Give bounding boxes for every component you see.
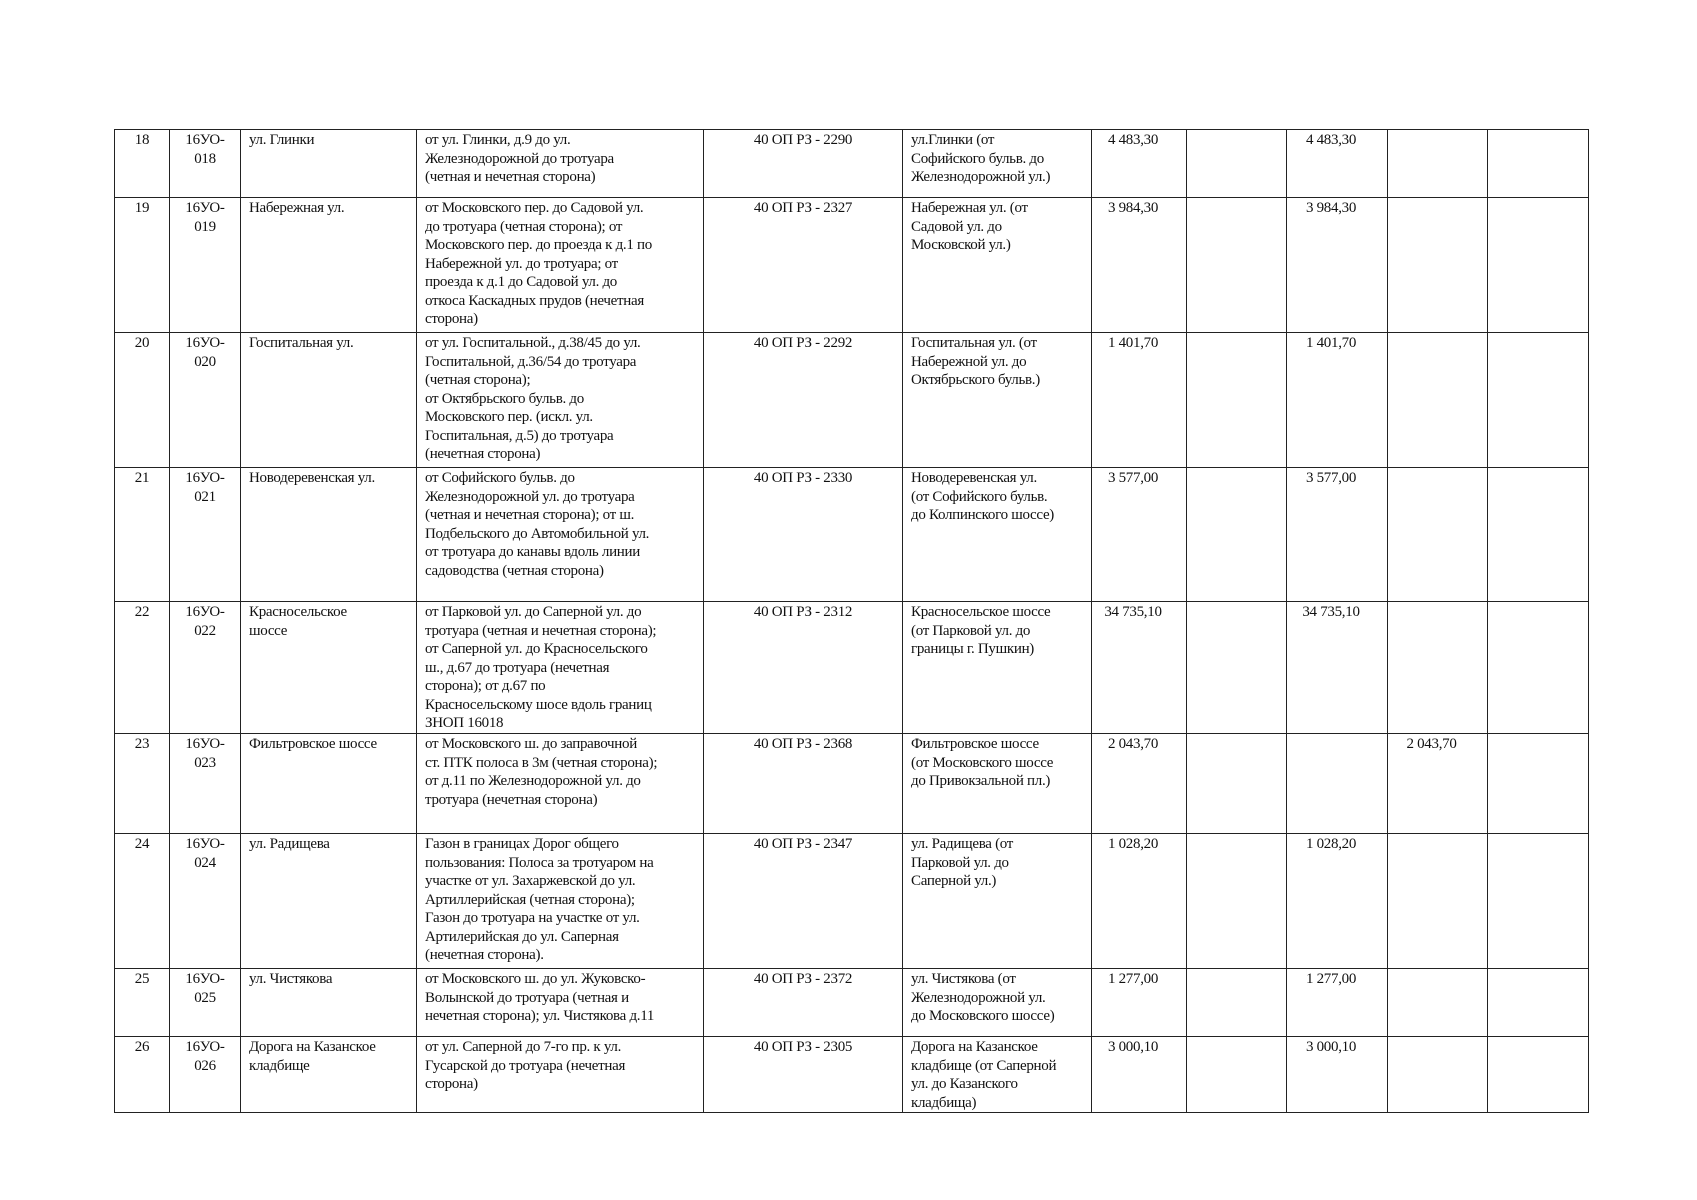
area-description: от Московского ш. до заправочной ст. ПТК полоса в 3м (четная сторона); от д.11 по Железнодорожной ул. до тротуара (нечетная сторона) [417, 734, 704, 834]
row-number: 20 [115, 333, 170, 468]
total-area: 1 401,70 [1092, 333, 1187, 468]
road-id: 40 ОП РЗ - 2327 [704, 198, 903, 333]
area-col-3: 34 735,10 [1287, 602, 1388, 734]
area-col-2 [1187, 1037, 1287, 1113]
area-col-3: 3 577,00 [1287, 468, 1388, 602]
area-col-2 [1187, 198, 1287, 333]
green-areas-table [114, 129, 1589, 1113]
area-col-4 [1388, 1037, 1488, 1113]
object-code: 16УО- 024 [170, 834, 241, 969]
area-col-3 [1287, 734, 1388, 834]
street-name: Дорога на Казанское кладбище [241, 1037, 417, 1113]
table-row [115, 734, 1589, 834]
total-area: 3 577,00 [1092, 468, 1187, 602]
area-col-4 [1388, 834, 1488, 969]
table-row [115, 130, 1589, 198]
object-code: 16УО- 026 [170, 1037, 241, 1113]
area-col-4 [1388, 333, 1488, 468]
road-name: Фильтровское шоссе (от Московского шоссе до Привокзальной пл.) [903, 734, 1092, 834]
total-area: 3 000,10 [1092, 1037, 1187, 1113]
object-code: 16УО- 021 [170, 468, 241, 602]
area-col-5 [1488, 969, 1589, 1037]
area-col-5 [1488, 1037, 1589, 1113]
row-number: 24 [115, 834, 170, 969]
table-row [115, 198, 1589, 333]
row-number: 19 [115, 198, 170, 333]
street-name: Госпитальная ул. [241, 333, 417, 468]
area-col-4 [1388, 198, 1488, 333]
total-area: 4 483,30 [1092, 130, 1187, 198]
road-id: 40 ОП РЗ - 2292 [704, 333, 903, 468]
area-col-4 [1388, 969, 1488, 1037]
area-col-2 [1187, 734, 1287, 834]
total-area: 3 984,30 [1092, 198, 1187, 333]
area-col-5 [1488, 834, 1589, 969]
area-col-2 [1187, 602, 1287, 734]
total-area: 1 028,20 [1092, 834, 1187, 969]
area-col-3: 1 401,70 [1287, 333, 1388, 468]
row-number: 23 [115, 734, 170, 834]
area-description: от Софийского бульв. до Железнодорожной ул. до тротуара (четная и нечетная сторона); от ш. Подбельского до Автомобильной ул. от тротуара до канавы вдоль линии садоводства (четная сторона) [417, 468, 704, 602]
street-name: Новодеревенская ул. [241, 468, 417, 602]
area-col-4 [1388, 602, 1488, 734]
street-name: Красносельское шоссе [241, 602, 417, 734]
row-number: 18 [115, 130, 170, 198]
row-number: 26 [115, 1037, 170, 1113]
area-col-2 [1187, 130, 1287, 198]
table-row [115, 468, 1589, 602]
object-code: 16УО- 018 [170, 130, 241, 198]
road-name: Госпитальная ул. (от Набережной ул. до Октябрьского бульв.) [903, 333, 1092, 468]
area-col-5 [1488, 130, 1589, 198]
road-id: 40 ОП РЗ - 2330 [704, 468, 903, 602]
road-id: 40 ОП РЗ - 2372 [704, 969, 903, 1037]
table-row [115, 602, 1589, 734]
road-id: 40 ОП РЗ - 2290 [704, 130, 903, 198]
area-description: от Московского пер. до Садовой ул. до тротуара (четная сторона); от Московского пер. до проезда к д.1 по Набережной ул. до тротуара; от проезда к д.1 до Садовой ул. до откоса Каскадных прудов (нечетная сторона) [417, 198, 704, 333]
road-id: 40 ОП РЗ - 2368 [704, 734, 903, 834]
object-code: 16УО- 023 [170, 734, 241, 834]
road-id: 40 ОП РЗ - 2305 [704, 1037, 903, 1113]
area-col-4 [1388, 468, 1488, 602]
area-col-4 [1388, 130, 1488, 198]
road-id: 40 ОП РЗ - 2312 [704, 602, 903, 734]
street-name: Фильтровское шоссе [241, 734, 417, 834]
street-name: ул. Радищева [241, 834, 417, 969]
road-name: ул. Чистякова (от Железнодорожной ул. до Московского шоссе) [903, 969, 1092, 1037]
area-col-5 [1488, 734, 1589, 834]
table-row [115, 1037, 1589, 1113]
area-description: от ул. Глинки, д.9 до ул. Железнодорожной до тротуара (четная и нечетная сторона) [417, 130, 704, 198]
row-number: 22 [115, 602, 170, 734]
road-name: Красносельское шоссе (от Парковой ул. до границы г. Пушкин) [903, 602, 1092, 734]
area-col-3: 4 483,30 [1287, 130, 1388, 198]
road-name: ул.Глинки (от Софийского бульв. до Железнодорожной ул.) [903, 130, 1092, 198]
area-description: Газон в границах Дорог общего пользования: Полоса за тротуаром на участке от ул. Захаржевской до ул. Артиллерийская (четная сторона); Газон до тротуара на участке от ул. Артилерийская до ул. Саперная (нечетная сторона). [417, 834, 704, 969]
area-col-5 [1488, 198, 1589, 333]
street-name: ул. Чистякова [241, 969, 417, 1037]
object-code: 16УО- 022 [170, 602, 241, 734]
area-col-2 [1187, 969, 1287, 1037]
area-col-5 [1488, 468, 1589, 602]
area-col-4: 2 043,70 [1388, 734, 1488, 834]
road-name: Новодеревенская ул. (от Софийского бульв. до Колпинского шоссе) [903, 468, 1092, 602]
area-col-3: 1 028,20 [1287, 834, 1388, 969]
table-row [115, 333, 1589, 468]
total-area: 1 277,00 [1092, 969, 1187, 1037]
road-name: Дорога на Казанское кладбище (от Саперной ул. до Казанского кладбища) [903, 1037, 1092, 1113]
area-col-3: 1 277,00 [1287, 969, 1388, 1037]
area-col-5 [1488, 333, 1589, 468]
table-row [115, 969, 1589, 1037]
area-col-2 [1187, 333, 1287, 468]
road-name: ул. Радищева (от Парковой ул. до Саперной ул.) [903, 834, 1092, 969]
road-id: 40 ОП РЗ - 2347 [704, 834, 903, 969]
road-name: Набережная ул. (от Садовой ул. до Московской ул.) [903, 198, 1092, 333]
object-code: 16УО- 019 [170, 198, 241, 333]
street-name: Набережная ул. [241, 198, 417, 333]
area-description: от Московского ш. до ул. Жуковско- Волынской до тротуара (четная и нечетная сторона); ул. Чистякова д.11 [417, 969, 704, 1037]
street-name: ул. Глинки [241, 130, 417, 198]
table-row [115, 834, 1589, 969]
area-description: от ул. Госпитальной., д.38/45 до ул. Госпитальной, д.36/54 до тротуара (четная сторона); от Октябрьского бульв. до Московского пер. (искл. ул. Госпитальная, д.5) до тротуара (нечетная сторона) [417, 333, 704, 468]
area-col-5 [1488, 602, 1589, 734]
area-col-3: 3 000,10 [1287, 1037, 1388, 1113]
object-code: 16УО- 020 [170, 333, 241, 468]
area-description: от Парковой ул. до Саперной ул. до тротуара (четная и нечетная сторона); от Саперной ул. до Красносельского ш., д.67 до тротуара (нечетная сторона); от д.67 по Красносельскому шосе вдоль границ ЗНОП 16018 [417, 602, 704, 734]
row-number: 21 [115, 468, 170, 602]
area-col-2 [1187, 834, 1287, 969]
area-description: от ул. Саперной до 7-го пр. к ул. Гусарской до тротуара (нечетная сторона) [417, 1037, 704, 1113]
object-code: 16УО- 025 [170, 969, 241, 1037]
row-number: 25 [115, 969, 170, 1037]
total-area: 34 735,10 [1092, 602, 1187, 734]
area-col-3: 3 984,30 [1287, 198, 1388, 333]
area-col-2 [1187, 468, 1287, 602]
total-area: 2 043,70 [1092, 734, 1187, 834]
